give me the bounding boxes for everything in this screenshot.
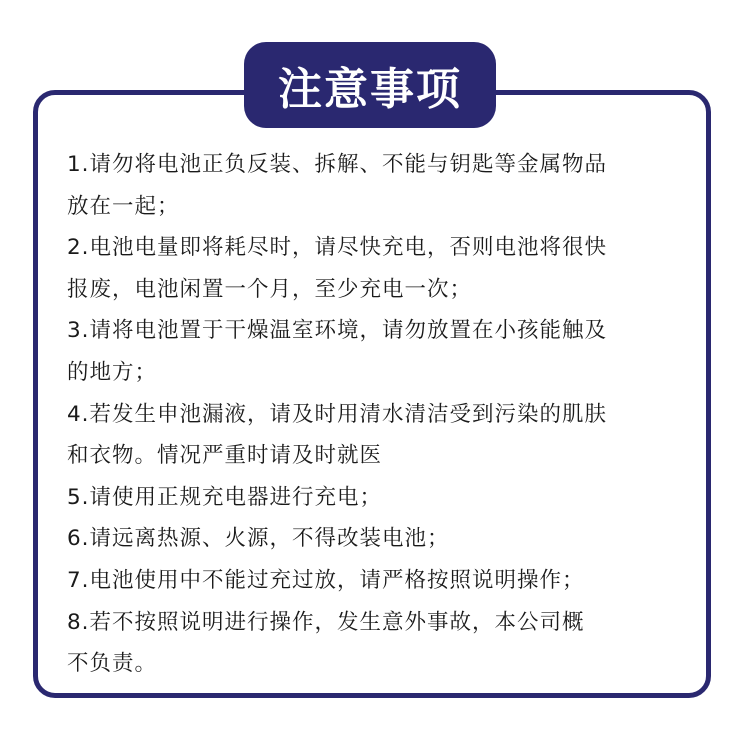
note-line: 2.电池电量即将耗尽时，请尽快充电，否则电池将很快 <box>67 235 608 261</box>
note-line: 报废，电池闲置一个月，至少充电一次； <box>67 276 473 302</box>
note-line: 的地方； <box>67 359 158 385</box>
note-line: 放在一起； <box>67 193 180 219</box>
page-title: 注意事项 <box>278 64 462 115</box>
note-line: 3.请将电池置于干燥温室环境，请勿放置在小孩能触及 <box>67 318 608 344</box>
notice-list <box>67 144 692 685</box>
note-line: 7.电池使用中不能过充过放，请严格按照说明操作； <box>67 567 585 593</box>
note-line: 5.请使用正规充电器进行充电； <box>67 484 383 510</box>
note-line: 8.若不按照说明进行操作，发生意外事故，本公司概 <box>67 609 585 635</box>
note-line: 和衣物。情况严重时请及时就医 <box>67 443 383 469</box>
note-line: 1.请勿将电池正负反装、拆解、不能与钥匙等金属物品 <box>67 152 608 177</box>
title-tab <box>244 42 496 128</box>
note-line: 6.请远离热源、火源，不得改装电池； <box>67 526 450 552</box>
note-line: 4.若发生申池漏液，请及时用清水清洁受到污染的肌肤 <box>67 401 608 427</box>
note-line: 不负责。 <box>67 651 158 677</box>
